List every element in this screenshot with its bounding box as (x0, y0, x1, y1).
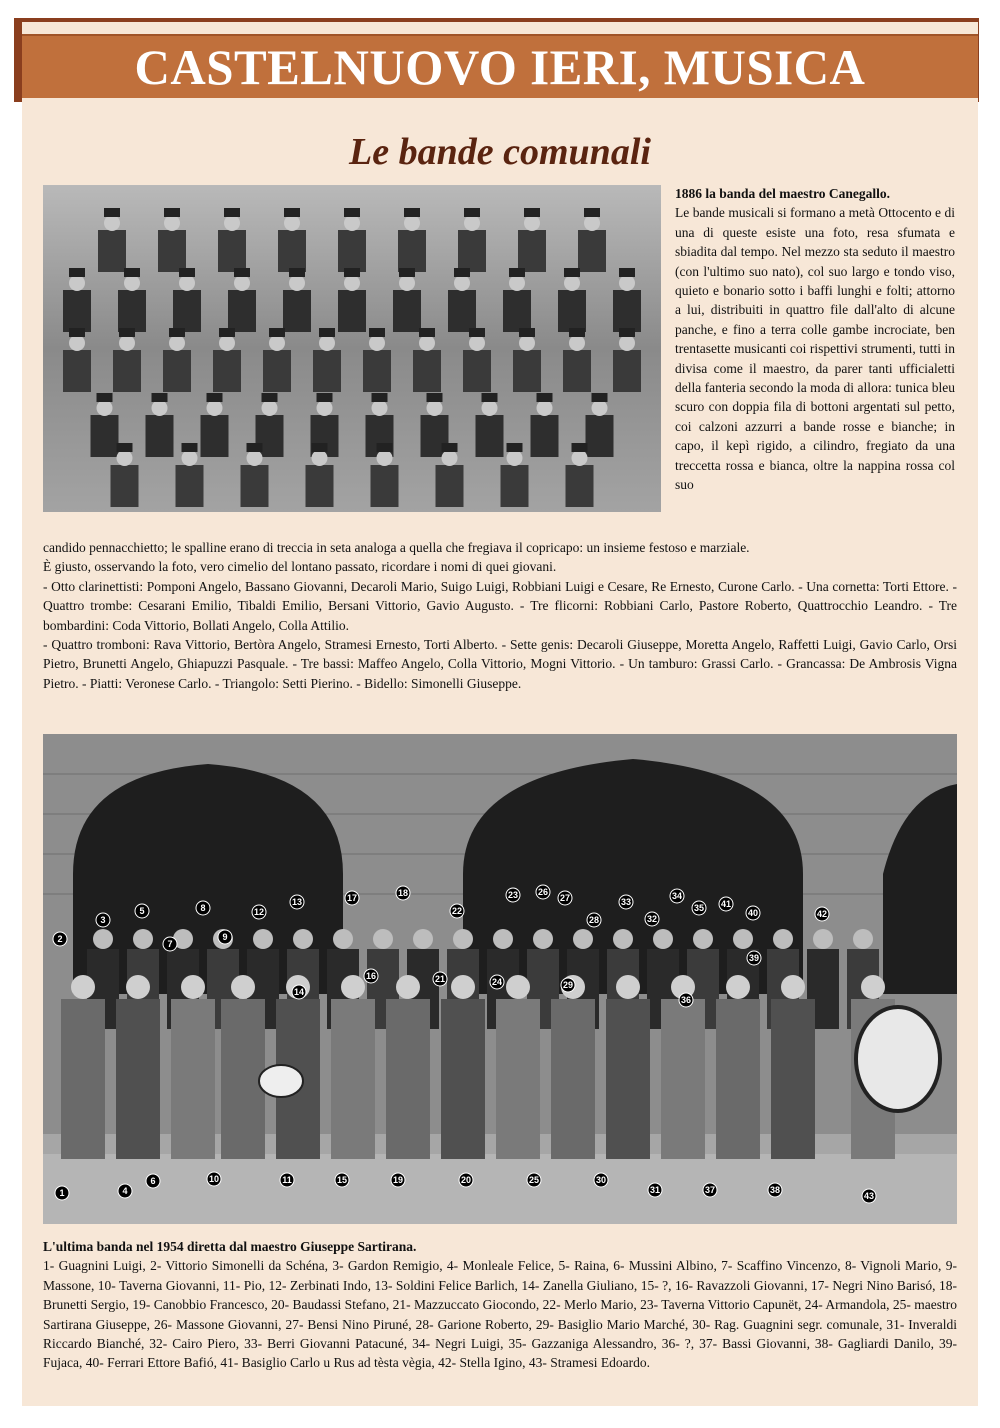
person-marker-number: 35 (693, 903, 705, 913)
band-1886-figure-body (586, 415, 614, 457)
band-1954-figure-head (573, 929, 593, 949)
band-1886-figure-kepi (104, 208, 120, 217)
band-1886-figure-head (469, 335, 485, 351)
band-1886-figure-kepi (207, 393, 223, 402)
band-1886-figure-head (584, 215, 600, 231)
band-1886-figure-kepi (454, 268, 470, 277)
band-1886-figure-head (344, 215, 360, 231)
photo-band-1886 (43, 185, 661, 512)
band-1886-figure-body (91, 415, 119, 457)
band-1954-figure-coat (61, 999, 105, 1159)
band-1886-figure-kepi (319, 328, 335, 337)
person-marker-number: 21 (434, 974, 446, 984)
band-1886-figure-kepi (317, 393, 333, 402)
band-1886-figure-kepi (572, 443, 588, 452)
band-1886-figure-kepi (619, 328, 635, 337)
photo-band-1954 (43, 734, 957, 1224)
band-1886-figure-body (613, 350, 641, 392)
band-1886-figure-body (448, 290, 476, 332)
band-1954-figure-coat (771, 999, 815, 1159)
band-1886-figure-head (507, 450, 523, 466)
band-1954-figure-coat (661, 999, 705, 1159)
person-marker-number: 1 (59, 1188, 65, 1198)
band-1954-figure-head (293, 929, 313, 949)
band-1886-figure-head (404, 215, 420, 231)
band-1954-figure-head (493, 929, 513, 949)
band-1954-illustration (43, 734, 957, 1224)
person-marker-number: 25 (528, 1175, 540, 1185)
person-marker-number: 16 (365, 971, 377, 981)
band-1886-figure-head (289, 275, 305, 291)
bass-drum (856, 1007, 940, 1111)
band-1886-figure-kepi (482, 393, 498, 402)
band-1886-figure-body (436, 465, 464, 507)
band-1886-figure-body (613, 290, 641, 332)
band-1886-figure-kepi (564, 268, 580, 277)
band-1886-figure-kepi (269, 328, 285, 337)
band-1886-figure-kepi (219, 328, 235, 337)
band-1886-figure-kepi (284, 208, 300, 217)
person-marker-number: 15 (336, 1175, 348, 1185)
band-1886-figure-body (531, 415, 559, 457)
band-1886-figure-kepi (97, 393, 113, 402)
article-1954-heading: L'ultima banda nel 1954 diretta dal maestro Giuseppe Sartirana. (43, 1239, 417, 1254)
person-marker-number: 27 (559, 893, 571, 903)
band-1886-figure-head (454, 275, 470, 291)
band-1886-figure-body (566, 465, 594, 507)
band-1954-figure-head (453, 929, 473, 949)
band-1886-figure-head (179, 275, 195, 291)
snare-drum (259, 1065, 303, 1097)
band-1954-figure-head (231, 975, 255, 999)
band-1886-figure-kepi (524, 208, 540, 217)
band-1886-figure-body (363, 350, 391, 392)
band-1886-figure-body (306, 465, 334, 507)
band-1886-figure-kepi (569, 328, 585, 337)
band-1954-figure-coat (386, 999, 430, 1159)
band-1886-figure-kepi (464, 208, 480, 217)
band-1954-figure-head (333, 929, 353, 949)
band-1886-figure-kepi (427, 393, 443, 402)
band-1954-figure-head (253, 929, 273, 949)
person-marker-number: 8 (200, 903, 206, 913)
band-1886-figure-body (201, 415, 229, 457)
band-1886-figure-body (118, 290, 146, 332)
person-marker-number: 24 (491, 977, 503, 987)
person-marker-number: 26 (537, 887, 549, 897)
person-marker-number: 41 (720, 899, 732, 909)
band-1886-figure-body (371, 465, 399, 507)
band-1886-figure-head (319, 335, 335, 351)
band-1886-figure-head (284, 215, 300, 231)
band-1886-figure-kepi (592, 393, 608, 402)
band-1954-figure-coat (551, 999, 595, 1159)
band-1886-figure-kepi (372, 393, 388, 402)
band-1886-figure-body (313, 350, 341, 392)
band-1886-figure-kepi (344, 208, 360, 217)
band-1886-figure-head (169, 335, 185, 351)
band-1954-figure-head (861, 975, 885, 999)
band-1886-figure-head (247, 450, 263, 466)
band-1954-figure-coat (496, 999, 540, 1159)
band-1886-figure-body (278, 230, 306, 272)
person-marker-number: 19 (392, 1175, 404, 1185)
band-1886-figure-body (213, 350, 241, 392)
band-1954-figure-head (653, 929, 673, 949)
band-1886-figure-body (146, 415, 174, 457)
person-marker-number: 9 (222, 932, 228, 942)
article-1886-continuation: candido pennacchietto; le spalline erano di treccia in seta analoga a quella che fregiava il copricapo: un insieme festoso e marziale. (43, 540, 750, 555)
musicians-list-1: - Otto clarinettisti: Pomponi Angelo, Bassano Giovanni, Decaroli Mario, Suigo Luigi, Robbiani Luigi e Cesare, Re Ernesto, Curone Carlo. - Una cornetta: Torti Ettore. - Quattro trombe: Cesarani Emilio, Tibaldi Emilio, Bersani Vittorio, Gavio Augusto. - Tre flicorni: Robbiani Carlo, Pastore Roberto, Quattrocchio Leandro. - Tre bombardini: Coda Vittorio, Bollati Angelo, Colla Attilio. (43, 578, 957, 633)
band-1886-figure-body (63, 350, 91, 392)
band-1886-figure-head (399, 275, 415, 291)
band-1886-figure-kepi (224, 208, 240, 217)
band-1954-figure-head (93, 929, 113, 949)
person-marker-number: 5 (139, 906, 145, 916)
band-1954-figure-coat (171, 999, 215, 1159)
band-1954-figure-head (726, 975, 750, 999)
band-1886-figure-body (458, 230, 486, 272)
band-1886-figure-kepi (69, 328, 85, 337)
band-1886-figure-kepi (169, 328, 185, 337)
band-1886-figure-head (537, 400, 553, 416)
person-marker-number: 11 (282, 1175, 292, 1185)
band-1886-figure-head (104, 215, 120, 231)
band-1886-figure-body (578, 230, 606, 272)
person-marker-number: 42 (816, 909, 828, 919)
band-1886-figure-body (173, 290, 201, 332)
band-1954-figure-head (853, 929, 873, 949)
band-1886-figure-kepi (262, 393, 278, 402)
person-marker-number: 13 (291, 897, 303, 907)
article-1886-continued (43, 538, 957, 693)
band-1954-figure-head (126, 975, 150, 999)
band-1886-figure-kepi (69, 268, 85, 277)
band-1886-figure-head (152, 400, 168, 416)
band-1886-figure-head (182, 450, 198, 466)
band-1954-figure-head (613, 929, 633, 949)
person-marker-number: 33 (620, 897, 632, 907)
band-1886-figure-head (312, 450, 328, 466)
band-1886-figure-head (69, 335, 85, 351)
band-1954-figure-head (773, 929, 793, 949)
person-marker-number: 31 (649, 1185, 661, 1195)
band-1886-figure-kepi (519, 328, 535, 337)
band-1954-figure-coat (606, 999, 650, 1159)
band-1886-figure-body (218, 230, 246, 272)
band-1886-figure-kepi (179, 268, 195, 277)
band-1886-figure-body (63, 290, 91, 332)
band-1954-figure-coat (441, 999, 485, 1159)
band-1886-figure-kepi (537, 393, 553, 402)
band-1954-figure-head (181, 975, 205, 999)
person-marker-number: 6 (150, 1176, 156, 1186)
person-marker-number: 34 (671, 891, 683, 901)
person-marker-number: 32 (646, 914, 658, 924)
band-1886-figure-body (463, 350, 491, 392)
band-1886-figure-head (427, 400, 443, 416)
band-1954-figure-coat (116, 999, 160, 1159)
article-1954-names: 1- Guagnini Luigi, 2- Vittorio Simonelli da Schéna, 3- Gardon Remigio, 4- Monleale Felice, 5- Raina, 6- Mussini Albino, 7- Scaffino Vincenzo, 8- Vignoli Mario, 9- Massone, 10- Taverna Giovanni, 11- Pio, 12- Zerbinati Indo, 13- Soldini Felice Barlich, 14- Zanella Giuliano, 15- ?, 16- Ravazzoli Giovanni, 17- Negri Nino Barisó, 18- Brunetti Sergio, 19- Canobbio Francesco, 20- Baudassi Stefano, 21- Mazzuccato Giocondo, 22- Merlo Mario, 23- Taverna Vittorio Capunët, 24- Armandola, 25- maestro Sartirana Giuseppe, 26- Massone Giovanni, 27- Bensi Nino Piruné, 28- Garione Roberto, 29- Basiglio Mario Marché, 30- Rag. Guagnini segr. comunale, 31- Inveraldi Riccardo Bianché, 32- Cairo Piero, 33- Berri Giovanni Patacuné, 34- Negri Luigi, 35- Gazzaniga Alessandro, 36- ?, 37- Bassi Giovanni, 38- Gagliardi Danilo, 39- Fujaca, 40- Ferrari Ettore Bafió, 41- Basiglio Carlo u Rus ad tèsta vègia, 42- Stella Igino, 43- Stramesi Edoardo. (43, 1258, 957, 1371)
band-1886-figure-body (98, 230, 126, 272)
band-1886-figure-kepi (399, 268, 415, 277)
band-1886-figure-kepi (419, 328, 435, 337)
band-1886-figure-kepi (182, 443, 198, 452)
page-title: CASTELNUOVO IERI, MUSICA (134, 39, 866, 95)
musicians-list-2: - Quattro tromboni: Rava Vittorio, Bertòra Angelo, Stramesi Ernesto, Torti Alberto. - Sette genis: Decaroli Giuseppe, Moretta Angelo, Raffetti Luigi, Gavio Carlo, Orsi Pietro, Brunetti Angelo, Ghiapuzzi Pasquale. - Tre bassi: Maffeo Angelo, Colla Vittorio, Mogni Vittorio. - Un tamburo: Grassi Carlo. - Grancassa: De Ambrosis Vigna Pietro. - Piatti: Veronese Carlo. - Triangolo: Setti Pierino. - Bidello: Simonelli Giuseppe. (43, 637, 957, 691)
band-1886-figure-head (69, 275, 85, 291)
band-1886-figure-head (464, 215, 480, 231)
band-1886-figure-head (262, 400, 278, 416)
person-marker-number: 29 (562, 980, 574, 990)
band-1886-figure-body (283, 290, 311, 332)
band-1886-figure-body (558, 290, 586, 332)
person-marker-number: 3 (100, 915, 106, 925)
band-1886-figure-kepi (164, 208, 180, 217)
person-marker-number: 22 (451, 906, 463, 916)
band-1886-figure-head (569, 335, 585, 351)
band-1886-figure-head (564, 275, 580, 291)
band-1886-figure-body (263, 350, 291, 392)
band-1886-figure-body (476, 415, 504, 457)
band-1886-figure-head (269, 335, 285, 351)
band-1886-figure-kepi (469, 328, 485, 337)
band-1886-figure-kepi (377, 443, 393, 452)
band-1886-figure-body (413, 350, 441, 392)
band-1886-figure-kepi (234, 268, 250, 277)
band-1886-figure-head (207, 400, 223, 416)
band-1886-figure-head (219, 335, 235, 351)
band-1886-figure-head (619, 275, 635, 291)
person-marker-number: 14 (293, 987, 305, 997)
band-1886-figure-body (398, 230, 426, 272)
person-marker-number: 38 (769, 1185, 781, 1195)
band-1886-figure-kepi (584, 208, 600, 217)
person-marker-number: 43 (863, 1191, 875, 1201)
band-1886-figure-kepi (507, 443, 523, 452)
band-1886-figure-kepi (369, 328, 385, 337)
band-1886-figure-head (519, 335, 535, 351)
band-1886-figure-body (393, 290, 421, 332)
band-1886-figure-kepi (312, 443, 328, 452)
band-1886-figure-head (119, 335, 135, 351)
person-marker-number: 37 (704, 1185, 716, 1195)
band-1886-figure-body (513, 350, 541, 392)
band-1954-figure-head (533, 929, 553, 949)
band-1886-figure-body (113, 350, 141, 392)
band-1886-figure-body (501, 465, 529, 507)
article-1886-heading: 1886 la banda del maestro Canegallo. (675, 186, 891, 201)
band-1954-figure-head (71, 975, 95, 999)
person-marker-number: 20 (460, 1175, 472, 1185)
band-1954-figure-head (781, 975, 805, 999)
band-1886-figure-body (158, 230, 186, 272)
band-1954-figure-head (616, 975, 640, 999)
person-marker-number: 17 (346, 893, 358, 903)
band-1886-figure-kepi (404, 208, 420, 217)
band-1886-figure-body (338, 290, 366, 332)
band-1886-figure-kepi (509, 268, 525, 277)
band-1886-figure-head (124, 275, 140, 291)
band-1886-figure-kepi (124, 268, 140, 277)
person-marker-number: 23 (507, 890, 519, 900)
band-1954-figure-head (341, 975, 365, 999)
person-marker-number: 39 (748, 953, 760, 963)
band-1886-figure-body (338, 230, 366, 272)
band-1954-figure-head (813, 929, 833, 949)
band-1886-figure-head (234, 275, 250, 291)
band-1954-figure-coat (331, 999, 375, 1159)
person-marker-number: 36 (680, 995, 692, 1005)
band-1886-figure-body (228, 290, 256, 332)
band-1886-figure-body (111, 465, 139, 507)
band-1886-figure-body (503, 290, 531, 332)
band-1886-figure-head (524, 215, 540, 231)
band-1886-figure-kepi (152, 393, 168, 402)
band-1886-figure-head (117, 450, 133, 466)
article-1954 (43, 1237, 957, 1373)
band-1886-figure-head (377, 450, 393, 466)
band-1886-figure-head (592, 400, 608, 416)
person-marker-number: 18 (397, 888, 409, 898)
band-1886-figure-head (509, 275, 525, 291)
band-1886-illustration (43, 185, 661, 512)
band-1886-figure-head (97, 400, 113, 416)
band-1886-figure-kepi (119, 328, 135, 337)
band-1886-figure-head (344, 275, 360, 291)
person-marker-number: 7 (167, 939, 173, 949)
band-1954-figure-head (396, 975, 420, 999)
band-1886-figure-body (176, 465, 204, 507)
band-1886-figure-body (241, 465, 269, 507)
band-1886-figure-head (369, 335, 385, 351)
band-1886-figure-head (482, 400, 498, 416)
person-marker-number: 12 (253, 907, 265, 917)
band-1886-figure-head (317, 400, 333, 416)
band-1954-figure-head (506, 975, 530, 999)
band-1886-figure-kepi (344, 268, 360, 277)
band-1886-figure-head (164, 215, 180, 231)
band-1954-figure-coat (716, 999, 760, 1159)
band-1886-figure-kepi (289, 268, 305, 277)
band-1886-figure-body (518, 230, 546, 272)
article-1886-column-text: Le bande musicali si formano a metà Ottocento e di una di queste esiste una foto, resa sfumata e sbiadita dal tempo. Nel mezzo sta seduto il maestro (con l'ultimo suo nato), col suo largo e tondo viso, quieto e bonario sotto i baffi lunghi e folti; attorno a lui, distribuiti in quattro file dall'alto di alcune panche, e fino a terra colle gambe incrociate, ben trentasette musicanti coi rispettivi strumenti, tutti in divisa come il maestro, da parer tanti ufficialetti della fanteria secondo la moda di allora: tunica bleu scuro con doppia fila di bottoni argentati sul petto, coi calzoni azzurri a bande rosse e bianche; in capo, il kepì rigido, a cilindro, fregiato da una treccetta rossa e bianca, oltre la nappina rossa col suo (675, 205, 955, 493)
person-marker-number: 40 (747, 908, 759, 918)
band-1954-figure-head (451, 975, 475, 999)
person-marker-number: 2 (57, 934, 63, 944)
band-1954-figure-head (373, 929, 393, 949)
band-1886-figure-head (224, 215, 240, 231)
band-1886-figure-head (572, 450, 588, 466)
article-1886-column (675, 184, 955, 495)
band-1886-figure-head (372, 400, 388, 416)
person-marker-number: 30 (595, 1175, 607, 1185)
band-1954-figure-head (413, 929, 433, 949)
band-1954-figure-head (733, 929, 753, 949)
person-marker-number: 4 (122, 1186, 128, 1196)
band-1886-figure-head (619, 335, 635, 351)
page-subtitle: Le bande comunali (349, 131, 651, 173)
person-marker-number: 10 (208, 1174, 220, 1184)
band-1886-figure-kepi (619, 268, 635, 277)
band-1954-figure-head (133, 929, 153, 949)
person-marker-number: 28 (588, 915, 600, 925)
band-1886-figure-head (419, 335, 435, 351)
band-1954-figure-head (693, 929, 713, 949)
title-banner (22, 34, 978, 98)
band-1886-figure-head (442, 450, 458, 466)
band-1886-figure-body (163, 350, 191, 392)
band-1886-figure-kepi (247, 443, 263, 452)
band-1886-figure-body (563, 350, 591, 392)
band-1886-figure-kepi (117, 443, 133, 452)
band-1886-figure-kepi (442, 443, 458, 452)
article-1886-intro: È giusto, osservando la foto, vero cimelio del lontano passato, ricordare i nomi di quei giovani. (43, 559, 557, 575)
